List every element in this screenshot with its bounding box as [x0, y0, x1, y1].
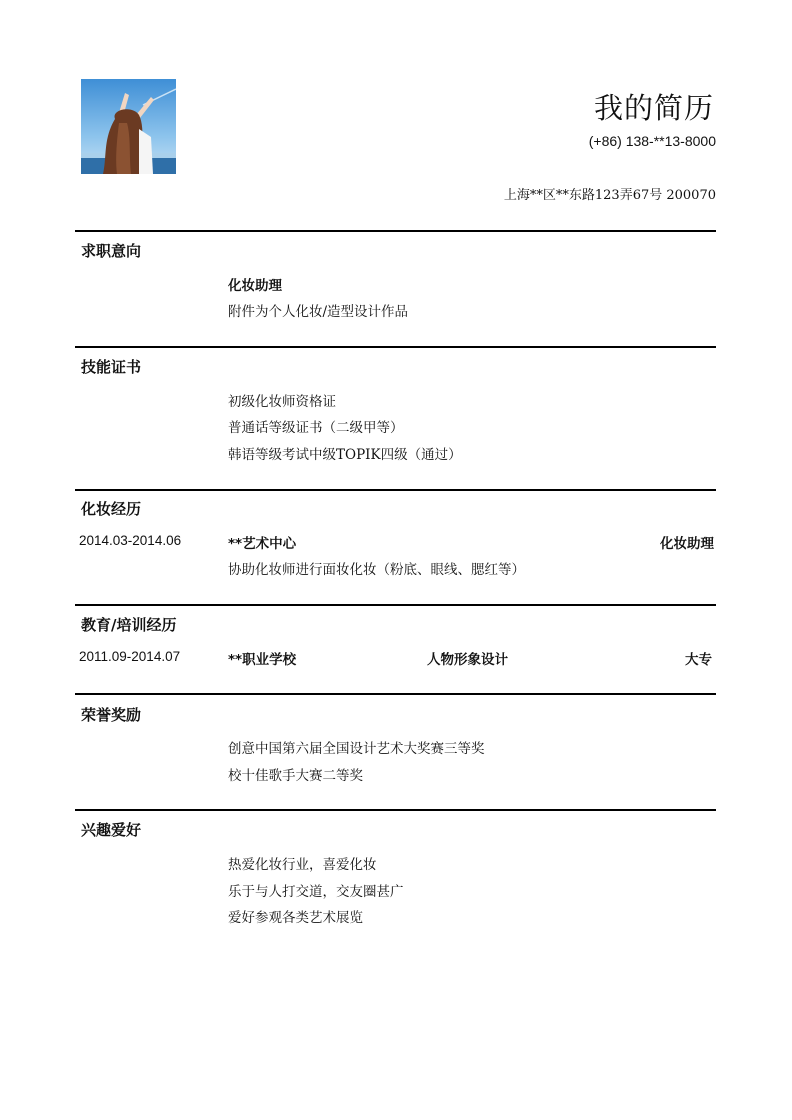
hobby-item: 爱好参观各类艺术展览 [228, 910, 363, 926]
section-divider [75, 604, 716, 606]
section-title-intent: 求职意向 [81, 242, 142, 260]
section-divider [75, 230, 716, 232]
skill-item: 普通话等级证书（二级甲等） [228, 420, 404, 436]
section-title-hobbies: 兴趣爱好 [81, 821, 142, 839]
education-date: 2011.09-2014.07 [79, 649, 181, 664]
section-divider [75, 693, 716, 695]
section-title-skills: 技能证书 [81, 358, 142, 376]
section-title-honors: 荣誉奖励 [81, 706, 142, 724]
hobby-item: 热爱化妆行业，喜爱化妆 [228, 857, 377, 873]
skill-item: 初级化妆师资格证 [228, 394, 336, 410]
address: 上海**区**东路123弄67号 200070 [503, 188, 716, 203]
section-title-experience: 化妆经历 [81, 500, 142, 518]
education-degree: 大专 [685, 652, 712, 668]
profile-photo [81, 79, 176, 174]
phone-number: (+86) 138-**13-8000 [588, 133, 716, 149]
skill-item: 韩语等级考试中级TOPIK四级（通过） [228, 447, 462, 463]
hobby-item: 乐于与人打交道，交友圈甚广 [228, 884, 404, 900]
experience-role: 化妆助理 [660, 536, 714, 552]
section-divider [75, 809, 716, 811]
honor-item: 校十佳歌手大赛二等奖 [228, 768, 363, 784]
experience-date: 2014.03-2014.06 [79, 533, 182, 548]
intent-position: 化妆助理 [228, 278, 282, 294]
education-school: **职业学校 [228, 652, 297, 668]
experience-desc: 协助化妆师进行面妆化妆（粉底、眼线、腮红等） [228, 562, 525, 578]
section-title-education: 教育/培训经历 [81, 616, 177, 634]
intent-note: 附件为个人化妆/造型设计作品 [228, 304, 409, 320]
experience-org: **艺术中心 [228, 536, 297, 552]
page-title: 我的简历 [593, 91, 714, 125]
section-divider [75, 489, 716, 491]
education-major: 人物形象设计 [427, 652, 508, 668]
section-divider [75, 346, 716, 348]
honor-item: 创意中国第六届全国设计艺术大奖赛三等奖 [228, 741, 485, 757]
